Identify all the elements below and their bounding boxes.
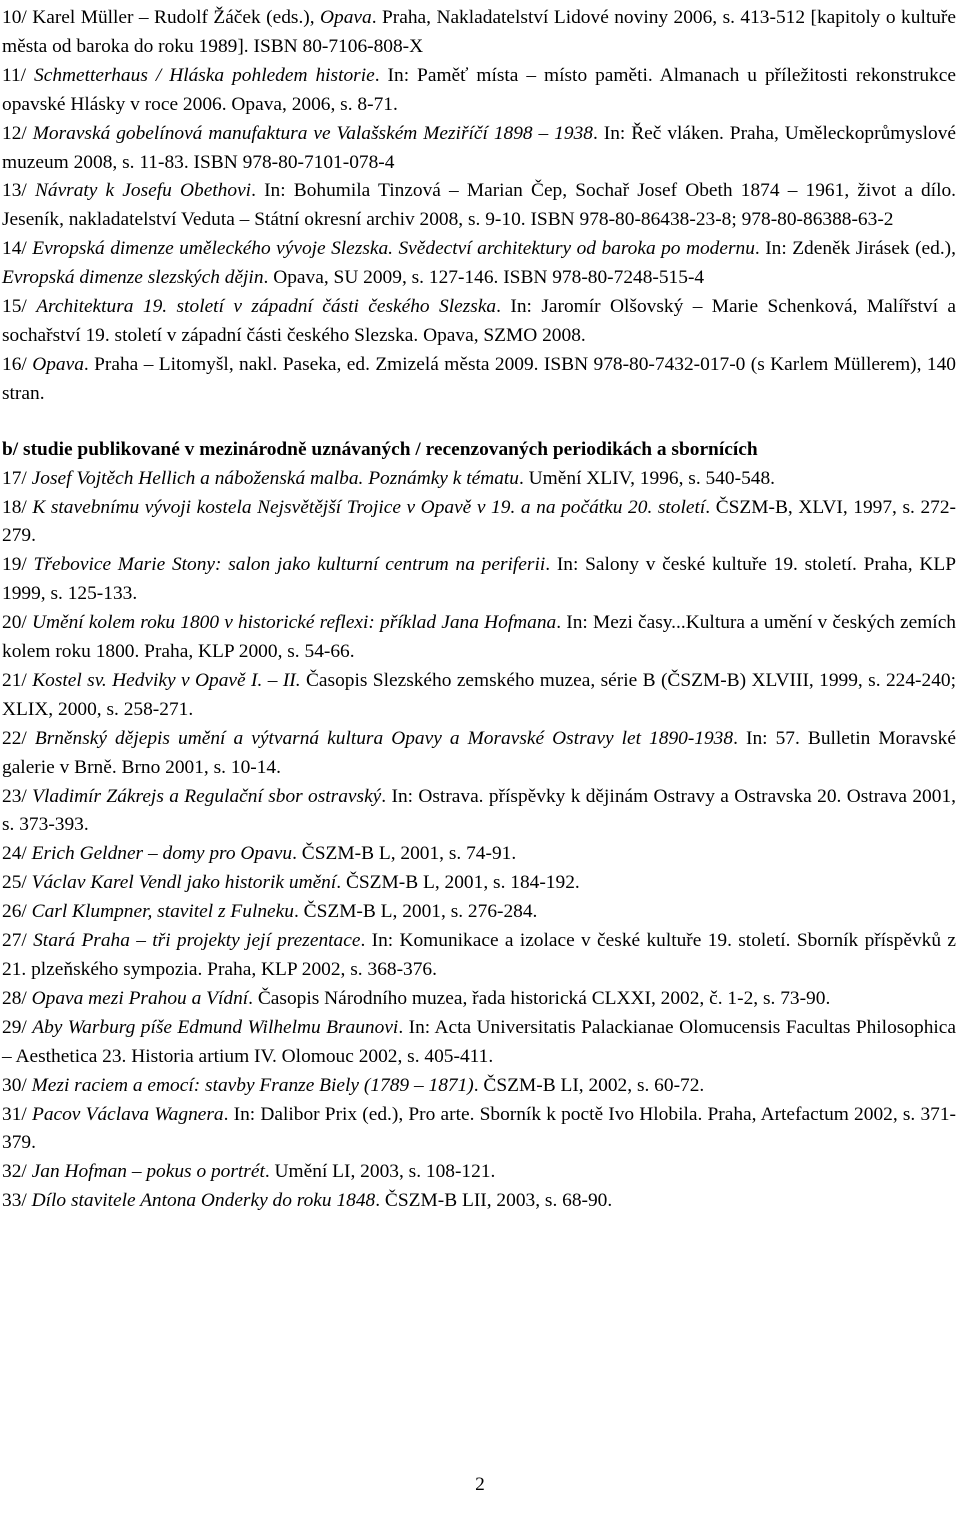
entry-title: Dílo stavitele Antona Onderky do roku 1848 [31,1190,376,1212]
bibliography-entry-23 [2,783,956,841]
entry-details: . In: Jaromír Olšovský – Marie Schenková, Malířství a sochařství 19. století v západní části českého Slezska. Opava, SZMO 2008. [2,296,956,346]
entry-authors: Karel Müller – Rudolf Žáček (eds.), [32,7,321,28]
entry-title: Brněnský dějepis umění a výtvarná kultura Opavy a Moravské Ostravy let 1890-1938 [34,727,734,749]
entry-number: 11/ [2,64,35,86]
entry-number: 13/ [2,180,35,202]
entry-details: . Časopis Národního muzea, řada historická CLXXI, 2002, č. 1-2, s. 73-90. [248,987,831,1009]
bibliography-entry-12 [2,120,956,178]
entry-number: 20/ [2,612,32,634]
entry-title: Umění kolem roku 1800 v historické reflexi: příklad Jana Hofmana [31,612,557,634]
entry-title: Erich Geldner – domy pro Opavu [31,843,293,865]
entry-number: 10/ [2,7,33,28]
entry-number: 16/ [2,353,33,375]
entry-number: 25/ [2,872,32,894]
entry-title: Opava [32,353,84,375]
entry-title: Vladimír Zákrejs a Regulační sbor ostravský [32,785,382,807]
bibliography-entry-29 [2,1014,956,1072]
entry-number: 33/ [2,1190,32,1212]
entry-details: . ČSZM-B, XLVI, 1997, s. 272-279. [2,496,956,547]
document-page [2,4,956,1216]
bibliography-entry-10 [2,4,956,62]
bibliography-entry-22 [2,725,956,783]
bibliography-entry-30 [2,1072,956,1101]
entry-number: 14/ [2,238,33,260]
entry-book-title: Evropská dimenze slezských dějin [2,267,264,289]
bibliography-entry-17 [2,465,956,494]
entry-title: Moravská gobelínová manufaktura ve Valašském Meziříčí 1898 – 1938 [32,122,593,144]
bibliography-entry-16 [2,351,956,409]
entry-details: . ČSZM-B LII, 2003, s. 68-90. [375,1190,613,1212]
entry-number: 18/ [2,496,33,518]
entry-details: . In: Salony v české kultuře 19. století. Praha, KLP 1999, s. 125-133. [2,554,956,605]
entry-details: . In: Dalibor Prix (ed.), Pro arte. Sborník k poctě Ivo Hlobila. Praha, Artefactum 2002, s. 371-379. [2,1103,956,1154]
entry-number: 23/ [2,785,33,807]
entry-details: Časopis Slezského zemského muzea, série B (ČSZM-B) XLVIII, 1999, s. 224-240; XLIX, 2000, s. 258-271. [2,669,956,720]
entry-number: 15/ [2,296,37,318]
entry-number: 32/ [2,1161,32,1183]
entry-title: Architektura 19. století v západní části českého Slezska [36,296,497,318]
entry-details-2: . Opava, SU 2009, s. 127-146. ISBN 978-80-7248-515-4 [263,267,705,289]
bibliography-entry-27 [2,927,956,985]
entry-details: . In: Řeč vláken. Praha, Uměleckoprůmyslové muzeum 2008, s. 11-83. ISBN 978-80-7101-078-4 [2,122,956,173]
bibliography-entry-18 [2,494,956,552]
entry-details: . In: Acta Universitatis Palackianae Olomucensis Facultas Philosophica – Aesthetica 23. Historia artium IV. Olomouc 2002, s. 405-411. [2,1016,956,1067]
entry-title: Mezi raciem a emocí: stavby Franze Biely (1789 – 1871) [31,1074,474,1096]
entry-details: . Umění LI, 2003, s. 108-121. [264,1161,496,1183]
entry-details: . ČSZM-B L, 2001, s. 184-192. [336,872,580,894]
bibliography-entry-20 [2,609,956,667]
entry-number: 27/ [2,930,34,952]
entry-number: 26/ [2,901,32,923]
bibliography-entry-11 [2,62,956,120]
entry-title: Opava [320,7,372,28]
entry-number: 19/ [2,554,34,576]
bibliography-entry-14 [2,235,956,293]
entry-details: . In: Komunikace a izolace v české kultuře 19. století. Sborník příspěvků z 21. plzeňského sympozia. Praha, KLP 2002, s. 368-376. [2,930,956,980]
entry-details: . Praha, Nakladatelství Lidové noviny 2006, s. 413-512 [kapitoly o kultuře města od baroka do roku 1989]. ISBN 80-7106-808-X [2,7,956,57]
entry-details: . In: 57. Bulletin Moravské galerie v Brně. Brno 2001, s. 10-14. [2,727,956,778]
entry-details: . In: Zdeněk Jirásek (ed.), [754,238,956,260]
entry-details: . ČSZM-B L, 2001, s. 74-91. [292,843,517,865]
entry-title: Jan Hofman – pokus o portrét [31,1161,265,1183]
bibliography-entry-31 [2,1101,956,1159]
entry-title: Třebovice Marie Stony: salon jako kulturní centrum na periferii [33,554,546,576]
entry-details: . In: Ostrava. příspěvky k dějinám Ostravy a Ostravska 20. Ostrava 2001, s. 373-393. [2,785,956,836]
entry-title: Josef Vojtěch Hellich a náboženská malba. Poznámky k tématu [31,467,519,489]
entry-details: . ČSZM-B LI, 2002, s. 60-72. [473,1074,705,1096]
entry-title: Václav Karel Vendl jako historik umění [31,872,337,894]
entry-number: 31/ [2,1103,32,1125]
entry-title: Návraty k Josefu Obethovi [34,180,252,202]
bibliography-entry-19 [2,551,956,609]
entry-title: Opava mezi Prahou a Vídní [31,987,249,1009]
entry-details: . In: Mezi časy...Kultura a umění v českých zemích kolem roku 1800. Praha, KLP 2000, s. 54-66. [2,612,956,663]
entry-title: Schmetterhaus / Hláska pohledem historie [34,64,375,86]
bibliography-entry-24 [2,840,956,869]
bibliography-entry-28 [2,985,956,1014]
entry-number: 22/ [2,727,35,749]
bibliography-entry-32 [2,1158,956,1187]
bibliography-entry-21 [2,667,956,725]
entry-title: Stará Praha – tři projekty její prezentace [33,930,361,952]
entry-title: Pacov Václava Wagnera [31,1103,224,1125]
entry-details: . Praha – Litomyšl, nakl. Paseka, ed. Zmizelá města 2009. ISBN 978-80-7432-017-0 (s Karlem Müllerem), 140 stran. [2,353,956,404]
entry-number: 30/ [2,1074,32,1096]
entry-title: K stavebnímu vývoji kostela Nejsvětější Trojice v Opavě v 19. a na počátku 20. století [32,496,706,518]
bibliography-entry-25 [2,869,956,898]
entry-details: . ČSZM-B L, 2001, s. 276-284. [293,901,538,923]
entry-details: . In: Bohumila Tinzová – Marian Čep, Sochař Josef Obeth 1874 – 1961, život a dílo. Jeseník, nakladatelství Veduta – Státní okresní archiv 2008, s. 9-10. ISBN 978-80-86438-23-8; 978-80-86388-63-2 [2,180,957,231]
entry-number: 24/ [2,843,32,865]
section-heading-b: b/ studie publikované v mezinárodně uznávaných / recenzovaných periodikách a sbornících [2,438,758,460]
entry-title: Kostel sv. Hedviky v Opavě I. – II. [32,669,301,691]
entry-number: 28/ [2,987,32,1009]
entry-number: 17/ [2,467,32,489]
entry-number: 21/ [2,669,33,691]
bibliography-entry-13 [2,177,956,235]
entry-number: 12/ [2,122,33,144]
entry-title: Carl Klumpner, stavitel z Fulneku [31,901,294,923]
page-number: 2 [475,1474,485,1495]
entry-details: . In: Paměť místa – místo paměti. Almanach u příležitosti rekonstrukce opavské Hlásky v roce 2006. Opava, 2006, s. 8-71. [2,64,957,115]
bibliography-entry-33 [2,1187,956,1216]
entry-details: . Umění XLIV, 1996, s. 540-548. [518,467,776,489]
bibliography-entry-15 [2,293,956,351]
entry-title: Evropská dimenze uměleckého vývoje Slezska. Svědectví architektury od baroka po modernu [32,238,755,260]
entry-title: Aby Warburg píše Edmund Wilhelmu Braunovi [32,1016,399,1038]
bibliography-entry-26 [2,898,956,927]
entry-number: 29/ [2,1016,33,1038]
